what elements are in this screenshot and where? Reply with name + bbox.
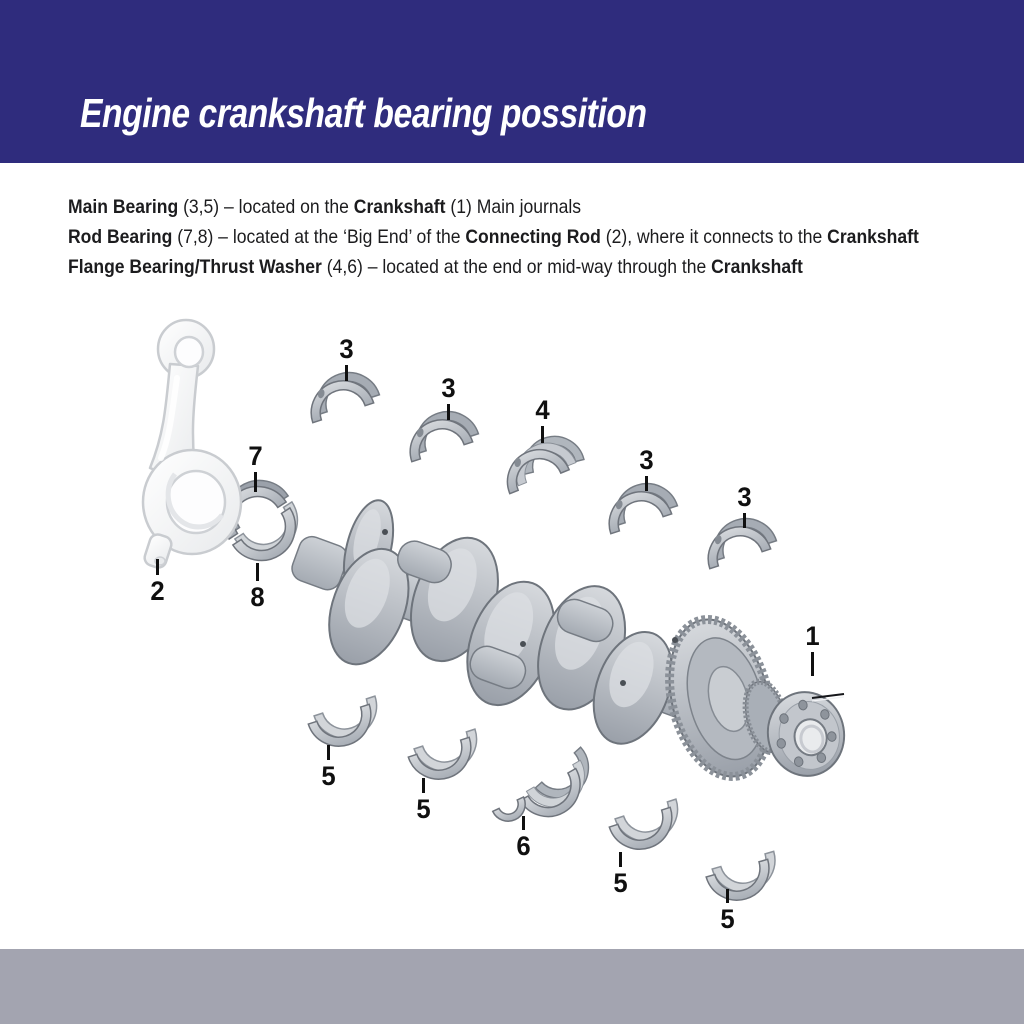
main-bearing-shell-lower-3 [607,799,687,857]
description-line-rod-bearing: Rod Bearing (7,8) – located at the ‘Big End’ of the Connecting Rod (2), where it connects to the Crankshaft [68,226,919,248]
callout-main-bearing-3a [333,333,359,381]
callout-number: 6 [516,831,530,861]
page-title: Engine crankshaft bearing possition [80,90,647,136]
callout-number: 5 [321,761,335,791]
callout-leader-line [541,426,544,443]
callout-number: 3 [339,334,353,364]
description-line-main-bearing: Main Bearing (3,5) – located on the Crankshaft (1) Main journals [68,196,582,218]
description-line-flange-bearing: Flange Bearing/Thrust Washer (4,6) – located at the end or mid-way through the Crankshaft [68,256,803,278]
callout-leader-line [254,472,257,492]
callout-leader-line [811,652,814,676]
callout-leader-line [447,404,450,420]
callout-main-bearing-3d [731,481,757,528]
callout-main-bearing-5b [410,778,436,825]
callout-main-bearing-3c [633,444,659,491]
callout-number: 5 [416,794,430,824]
callout-number: 2 [150,576,164,606]
callout-connecting-rod-2 [144,559,170,607]
callout-flange-bearing-6 [510,816,536,862]
callout-main-bearing-3b [435,372,461,420]
callout-leader-line [743,513,746,528]
callout-main-bearing-5d [714,889,740,935]
footer-bar [0,949,1024,1024]
callout-number: 3 [639,445,653,475]
callout-number: 5 [613,868,627,898]
callout-number: 4 [535,395,549,425]
callout-leader-line [726,889,729,903]
callout-number: 8 [250,582,264,612]
callout-main-bearing-5a [315,745,341,792]
callout-leader-line [256,563,259,581]
callout-leader-line [156,559,159,575]
callout-main-bearing-5c [607,852,633,899]
callout-number: 3 [737,482,751,512]
callout-leader-line [327,745,330,760]
callout-leader-line [619,852,622,867]
callout-crankshaft-1 [799,620,825,676]
callout-number: 5 [720,904,734,934]
callout-leader-line [645,476,648,491]
callout-number: 1 [805,621,819,651]
callout-number: 3 [441,373,455,403]
callout-rod-bearing-8 [244,563,270,613]
callout-leader-line [522,816,525,830]
connecting-rod [143,320,241,570]
callout-leader-line [345,365,348,381]
callout-number: 7 [248,441,262,471]
callout-leader-line [422,778,425,793]
callout-rod-bearing-7 [242,440,268,492]
callout-flange-bearing-4 [529,394,555,443]
